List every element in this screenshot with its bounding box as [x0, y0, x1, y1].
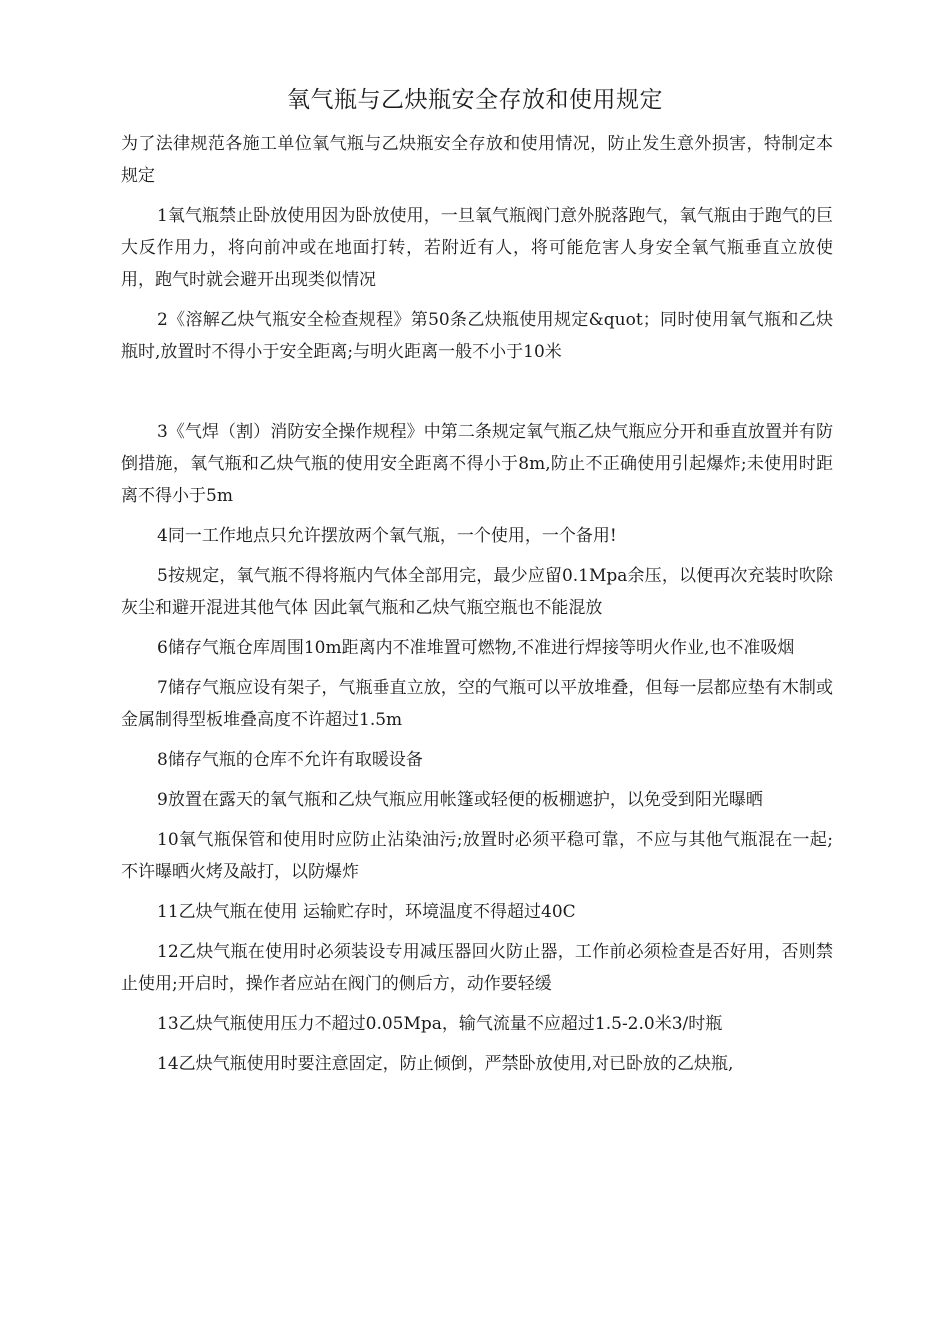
rule-paragraph-3: 3《气焊（割）消防安全操作规程》中第二条规定氧气瓶乙炔气瓶应分开和垂直放置并有防倒措施，氧气瓶和乙炔气瓶的使用安全距离不得小于8m,防止不正确使用引起爆炸;未使用时距离不得小于5m: [121, 422, 833, 506]
rule-paragraph-11: 11乙炔气瓶在使用 运输贮存时，环境温度不得超过40C: [157, 902, 576, 922]
rule-paragraph-7: 7储存气瓶应设有架子，气瓶垂直立放，空的气瓶可以平放堆叠，但每一层都应垫有木制或金属制得型板堆叠高度不许超过1.5m: [121, 678, 833, 730]
intro-paragraph: 为了法律规范各施工单位氧气瓶与乙炔瓶安全存放和使用情况，防止发生意外损害，特制定本规定: [121, 134, 833, 186]
rule-paragraph-5: 5按规定，氧气瓶不得将瓶内气体全部用完，最少应留0.1Mpa余压，以便再次充装时吹除灰尘和避开混进其他气体 因此氧气瓶和乙炔气瓶空瓶也不能混放: [121, 566, 833, 618]
document-body: [121, 128, 833, 1088]
rule-paragraph-9: 9放置在露天的氧气瓶和乙炔气瓶应用帐篷或轻便的板棚遮护，以免受到阳光曝晒: [157, 790, 763, 810]
rule-paragraph-4: 4同一工作地点只允许摆放两个氧气瓶，一个使用，一个备用!: [157, 526, 617, 546]
rule-paragraph-6: 6储存气瓶仓库周围10m距离内不准堆置可燃物,不准进行焊接等明火作业,也不准吸烟: [157, 638, 795, 658]
rule-paragraph-1: 1氧气瓶禁止卧放使用因为卧放使用，一旦氧气瓶阀门意外脱落跑气，氧气瓶由于跑气的巨大反作用力，将向前冲或在地面打转，若附近有人，将可能危害人身安全氧气瓶垂直立放使用，跑气时就会避开出现类似情况: [121, 206, 833, 290]
rule-paragraph-13: 13乙炔气瓶使用压力不超过0.05Mpa，输气流量不应超过1.5-2.0米3/时瓶: [157, 1014, 723, 1034]
document-title: 氧气瓶与乙炔瓶安全存放和使用规定: [287, 87, 663, 113]
rule-paragraph-2: 2《溶解乙炔气瓶安全检查规程》第50条乙炔瓶使用规定&quot；同时使用氧气瓶和乙炔瓶时,放置时不得小于安全距离;与明火距离一般不小于10米: [121, 310, 833, 362]
rule-paragraph-14: 14乙炔气瓶使用时要注意固定，防止倾倒，严禁卧放使用,对已卧放的乙炔瓶,: [157, 1054, 734, 1074]
rule-paragraph-10: 10氧气瓶保管和使用时应防止沾染油污;放置时必须平稳可靠，不应与其他气瓶混在一起;不许曝晒火烤及敲打，以防爆炸: [121, 830, 833, 882]
rule-paragraph-8: 8储存气瓶的仓库不允许有取暖设备: [157, 750, 423, 770]
rule-paragraph-12: 12乙炔气瓶在使用时必须装设专用减压器回火防止器，工作前必须检查是否好用，否则禁止使用;开启时，操作者应站在阀门的侧后方，动作要轻缓: [121, 942, 833, 994]
